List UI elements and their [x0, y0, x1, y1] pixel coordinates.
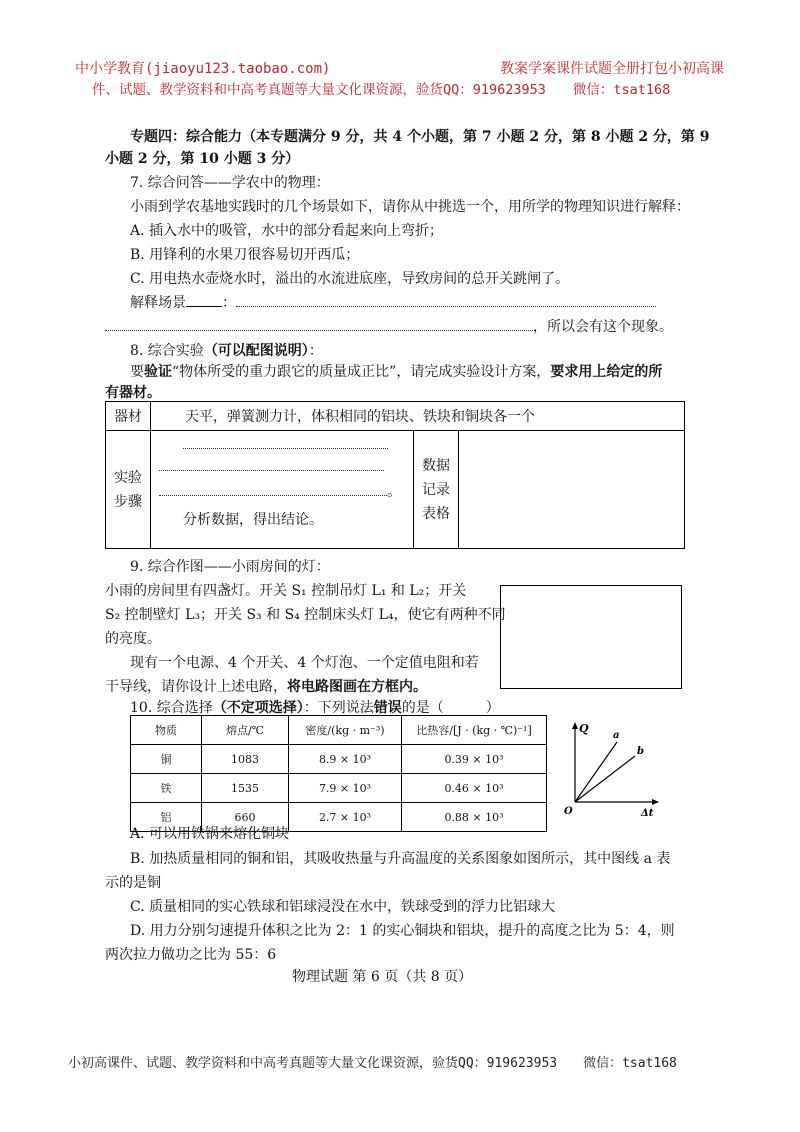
header-line2-text: 件、试题、教学资料和中高考真题等大量文化课资源，验货QQ：919623953 微信：tsat168 — [92, 82, 671, 98]
table-row — [131, 745, 547, 774]
graph-y-label: Q — [579, 722, 589, 735]
graph-origin-label: O — [564, 806, 573, 817]
q9-p2-l2 — [105, 676, 427, 696]
q8-requirement-line2: 有器材。 — [105, 385, 161, 401]
mat-cell: 660 — [202, 803, 289, 832]
q8-req-c: “物体所受的重力跟它的质量成正比”，请完成实验设计方案， — [172, 364, 551, 380]
q10-option-a: A. 可以用铁锅来熔化铜块 — [130, 826, 290, 842]
steps-line-3[interactable] — [159, 495, 387, 496]
mat-cell: 铝 — [131, 803, 202, 832]
equip-value: 天平，弹簧测力计，体积相同的铝块、铁块和铜块各一个 — [151, 402, 685, 431]
q8-title — [130, 340, 323, 360]
q10-title-b: （不定项选择） — [212, 700, 304, 716]
mat-cell: 7.9 × 10³ — [289, 774, 402, 803]
q7-end-text: ，所以会有这个现象。 — [533, 319, 673, 335]
graph-x-arrow — [652, 799, 659, 805]
q7-title: 7. 综合问答——学农中的物理： — [130, 175, 330, 191]
q9-p1-l2: S₂ 控制壁灯 L₃；开关 S₃ 和 S₄ 控制床头灯 L₄，使它有两种不同 — [105, 607, 506, 623]
q10-heat-graph — [555, 718, 665, 818]
equip-label: 器材 — [106, 402, 151, 431]
header-left-text: 中小学教育(jiaoyu123.taobao.com) — [75, 61, 331, 77]
record-label-2: 记录 — [422, 481, 450, 498]
q10-option-d-l1: D. 用力分别匀速提升体积之比为 2：1 的实心铜块和铝块，提升的高度之比为 5：4，则 — [130, 923, 675, 939]
steps-line-2[interactable] — [159, 470, 384, 471]
q10-title-e: 的是（ ） — [401, 700, 500, 716]
q8-req-d: 要求用上给定的所 — [550, 364, 663, 380]
steps-line-1[interactable] — [183, 448, 388, 449]
mat-header-cell: 比热容/[J · (kg · ℃)⁻¹] — [402, 716, 547, 745]
q8-req-a: 要 — [130, 364, 144, 380]
graph-line-b — [575, 756, 635, 802]
record-label-3: 表格 — [422, 505, 450, 522]
steps-label — [106, 431, 151, 549]
graph-y-arrow — [572, 722, 578, 729]
section-title-line2: 小题 2 分，第 10 小题 3 分） — [105, 151, 300, 167]
q10-option-b-l1: B. 加热质量相同的铜和铝，其吸收热量与升高温度的关系图象如图所示，其中图线 a 表 — [130, 851, 671, 867]
q8-req-b: 验证 — [144, 364, 172, 380]
q8-title-prefix: 8. 综合实验 — [130, 343, 204, 359]
graph-x-label: Δt — [641, 808, 654, 818]
mat-cell: 1083 — [202, 745, 289, 774]
q7-explain-line — [130, 292, 656, 312]
bottom-ad-text: 小初高课件、试题、教学资料和中高考真题等大量文化课资源，验货QQ：919623953 微信：tsat168 — [68, 1056, 677, 1071]
q7-option-a: A. 插入水中的吸管，水中的部分看起来向上弯折； — [130, 223, 444, 239]
graph-line-b-label: b — [637, 746, 644, 757]
q7-option-c: C. 用电热水壶烧水时，溢出的水流进底座，导致房间的总开关跳闸了。 — [130, 271, 570, 287]
q7-answer-line-1[interactable] — [236, 306, 656, 307]
record-label — [414, 431, 459, 549]
steps-cell[interactable] — [151, 431, 414, 549]
q9-p2-l2-b: 将电路图画在方框内。 — [287, 679, 427, 695]
q9-p2-l1: 现有一个电源、4 个开关、4 个灯泡、一个定值电阻和若 — [130, 655, 479, 671]
mat-header-cell: 物质 — [131, 716, 202, 745]
mat-cell: 8.9 × 10³ — [289, 745, 402, 774]
mat-header-cell: 密度/(kg · m⁻³) — [289, 716, 402, 745]
q10-title-c: ：下列说法 — [303, 700, 374, 716]
header-right-text: 教案学案课件试题全册打包小初高课 — [500, 61, 724, 77]
page-footer: 物理试题 第 6 页（共 8 页） — [292, 969, 473, 985]
graph-line-a-label: a — [613, 730, 620, 741]
q10-option-c: C. 质量相同的实心铁球和铝球浸没在水中，铁球受到的浮力比铝球大 — [130, 899, 556, 915]
q7-answer-line-2[interactable] — [105, 330, 533, 331]
record-label-1: 数据 — [422, 457, 450, 474]
steps-end: 。 — [387, 484, 401, 500]
q9-circuit-answer-box[interactable] — [500, 585, 682, 689]
q9-p1-l3: 的亮度。 — [105, 631, 161, 647]
q8-requirement — [130, 361, 662, 381]
q8-title-note: （可以配图说明） — [203, 343, 309, 359]
record-table-area[interactable] — [459, 431, 685, 549]
table-row — [131, 774, 547, 803]
q7-explain-label: 解释场景 — [130, 295, 186, 311]
mat-cell: 1535 — [202, 774, 289, 803]
steps-label-2: 步骤 — [114, 493, 142, 510]
q10-option-d-l2: 两次拉力做功之比为 55：6 — [105, 947, 277, 963]
q7-answer-line2 — [105, 316, 673, 336]
q7-intro: 小雨到学农基地实践时的几个场景如下，请你从中挑选一个，用所学的物理知识进行解释： — [130, 199, 690, 215]
q9-p1-l1: 小雨的房间里有四盏灯。开关 S₁ 控制吊灯 L₁ 和 L₂；开关 — [105, 583, 467, 599]
q8-experiment-table — [105, 401, 685, 549]
steps-label-1: 实验 — [114, 469, 142, 486]
mat-cell: 铜 — [131, 745, 202, 774]
mat-header-cell: 熔点/℃ — [202, 716, 289, 745]
mat-cell: 0.39 × 10³ — [402, 745, 547, 774]
mat-cell: 2.7 × 10³ — [289, 803, 402, 832]
q10-title — [130, 697, 500, 717]
q10-option-b-l2: 示的是铜 — [105, 875, 161, 891]
q10-material-table — [130, 715, 547, 832]
q7-scene-blank[interactable] — [186, 294, 222, 307]
q8-title-suffix: ： — [308, 343, 323, 359]
mat-cell: 0.46 × 10³ — [402, 774, 547, 803]
steps-last: 分析数据，得出结论。 — [183, 512, 323, 528]
q9-title: 9. 综合作图——小雨房间的灯： — [130, 559, 330, 575]
q10-title-a: 10. 综合选择 — [130, 700, 213, 716]
q9-p2-l2-a: 干导线，请你设计上述电路， — [105, 679, 287, 695]
mat-cell: 铁 — [131, 774, 202, 803]
q7-option-b: B. 用锋利的水果刀很容易切开西瓜； — [130, 247, 360, 263]
mat-cell: 0.88 × 10³ — [402, 803, 547, 832]
q10-title-d: 错误 — [373, 700, 402, 716]
graph-line-a — [575, 742, 617, 802]
section-title-line1: 专题四：综合能力（本专题满分 9 分，共 4 个小题，第 7 小题 2 分，第 8 小题 2 分，第 9 — [130, 129, 710, 145]
q7-explain-colon: ： — [222, 295, 236, 311]
